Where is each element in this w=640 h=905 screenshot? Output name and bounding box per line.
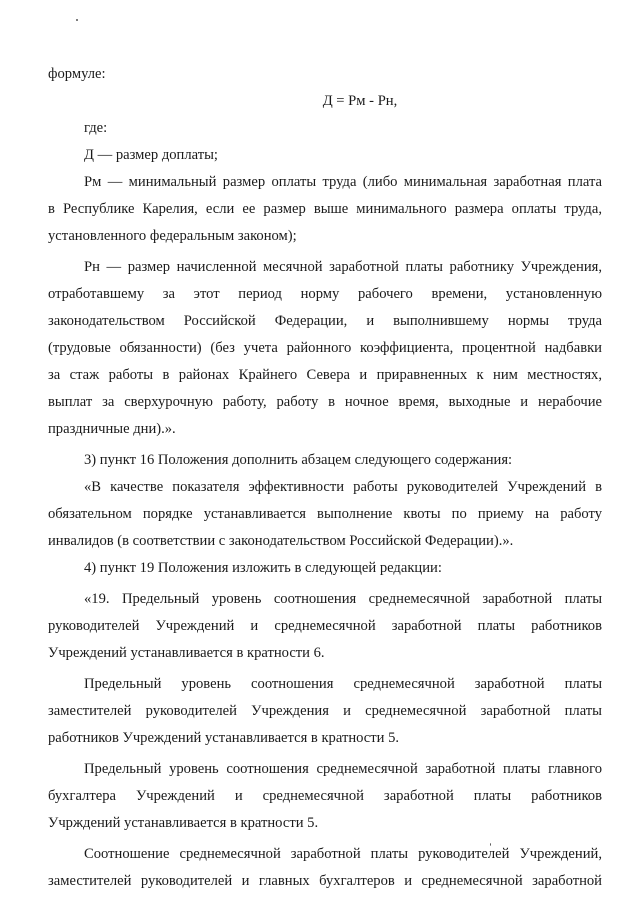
text-line: работников Учреждений устанавливается в кратности 5. xyxy=(48,730,400,746)
scan-speck xyxy=(76,19,78,21)
text-line: выплат за сверхурочную работу, работу в ночное время, выходные и нерабочие xyxy=(48,394,602,410)
formula: Д = Рм - Рн, xyxy=(322,93,398,109)
text-line: Предельный уровень соотношения среднемесячной заработной платы главного xyxy=(84,761,602,777)
text-line: 4) пункт 19 Положения изложить в следующей редакции: xyxy=(84,560,442,576)
text-line: Рм — минимальный размер оплаты труда (либо минимальная заработная плата xyxy=(84,174,602,190)
text-line: заместителей руководителей и главных бухгалтеров и среднемесячной заработной xyxy=(48,873,602,889)
text-line: формуле: xyxy=(48,66,106,82)
text-line: Рн — размер начисленной месячной заработной платы работнику Учреждения, xyxy=(84,259,602,275)
text-line: (трудовые обязанности) (без учета районного коэффициента, процентной надбавки xyxy=(48,340,602,356)
paragraph-rn xyxy=(48,254,602,443)
text-line: инвалидов (в соответствии с законодательством Российской Федерации).». xyxy=(48,533,514,549)
text-line: Учрждений устанавливается в кратности 5. xyxy=(48,815,319,831)
text-line: законодательством Российской Федерации, и выполнившему нормы труда xyxy=(48,313,602,329)
paragraph-accountant xyxy=(48,756,602,837)
paragraph-deputies xyxy=(48,671,602,752)
text-line: установленного федеральным законом); xyxy=(48,228,297,244)
text-line: обязательном порядке устанавливается выполнение квоты по приему на работу xyxy=(48,506,602,522)
text-line: Д — размер доплаты; xyxy=(84,147,218,163)
text-line: «19. Предельный уровень соотношения среднемесячной заработной платы xyxy=(84,591,602,607)
paragraph-quota xyxy=(48,474,602,555)
text-line: отработавшему за этот период норму рабочего времени, установленную xyxy=(48,286,602,302)
text-line: руководителей Учреждений и среднемесячной заработной платы работников xyxy=(48,618,602,634)
text-line: за стаж работы в районах Крайнего Севера и приравненных к ним местностях, xyxy=(48,367,602,383)
paragraph-19 xyxy=(48,586,602,667)
text-line: бухгалтера Учреждений и среднемесячной заработной платы работников xyxy=(48,788,602,804)
text-line: Предельный уровень соотношения среднемесячной заработной платы xyxy=(84,676,602,692)
text-line: где: xyxy=(84,120,108,136)
text-line: Соотношение среднемесячной заработной платы руководителей Учреждений, xyxy=(84,846,602,862)
text-line: 3) пункт 16 Положения дополнить абзацем следующего содержания: xyxy=(84,452,513,468)
paragraph-ratio xyxy=(48,841,602,895)
text-line: праздничные дни).». xyxy=(48,421,176,437)
text-line: «В качестве показателя эффективности работы руководителей Учреждений в xyxy=(84,479,602,495)
scan-speck xyxy=(490,843,491,846)
text-line: Учреждений устанавливается в кратности 6. xyxy=(48,645,325,661)
text-line: заместителей руководителей Учреждения и среднемесячной заработной платы xyxy=(48,703,602,719)
paragraph-rm xyxy=(48,169,602,250)
text-line: в Республике Карелия, если ее размер выше минимального размера оплаты труда, xyxy=(48,201,602,217)
